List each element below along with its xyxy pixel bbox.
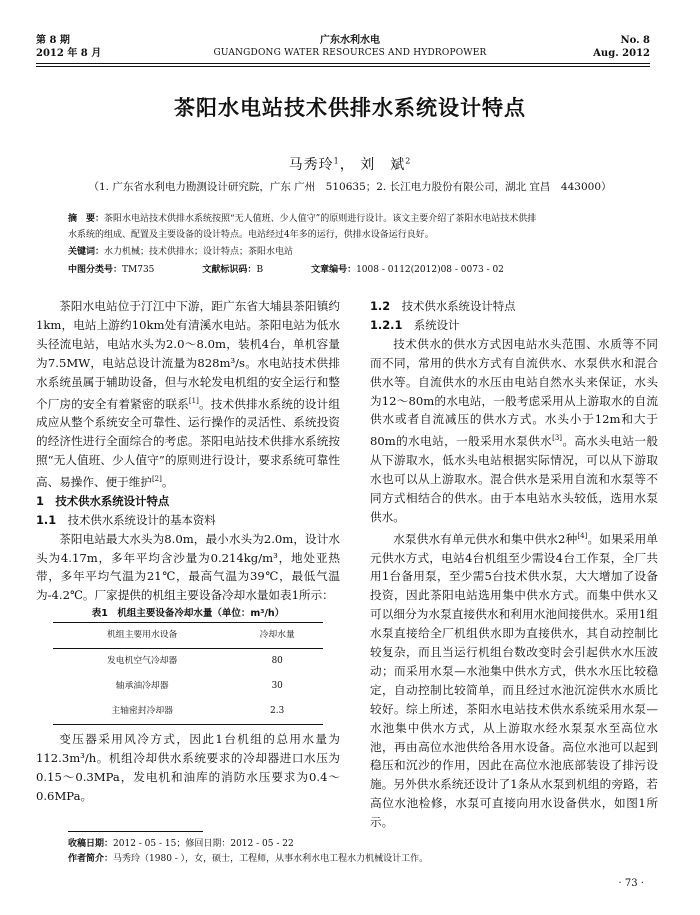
page-number: · 73 ·: [618, 878, 644, 889]
journal-name-cn: 广东水利水电: [320, 35, 380, 46]
table-caption: 表1 机组主要设备冷却水量（单位：m³/h）: [91, 608, 285, 620]
doc-code-value: B: [256, 265, 264, 275]
issue-number-en: No. 8: [620, 35, 650, 46]
citation-ref: [4]: [577, 531, 588, 540]
table-header-cell: 冷却水量: [259, 630, 295, 641]
article-no-label: 文章编号：: [311, 265, 357, 275]
received-label: 收稿日期：: [68, 839, 114, 849]
author-name: 马秀玲: [288, 157, 334, 173]
section-heading-1: 1 技术供水系统设计特点: [36, 493, 170, 508]
cooling-water-table: [53, 622, 323, 725]
basic-data-paragraph: 茶阳电站最大水头为8.0m，最小水头为2.0m，设计水头为4.17m，多年平均含沙量为0.214kg/m³，地处亚热带，多年平均气温为21℃，最高气温为39℃，最低气温为-4.2℃。厂家提供的机组主要设备冷却水量如表1所示：: [36, 531, 340, 603]
author-affil-mark: 2: [405, 156, 412, 166]
section-heading-1-2-1: 1.2.1 系统设计: [370, 317, 460, 332]
citation-ref: [3]: [552, 434, 563, 443]
header-rule-thin: [36, 66, 650, 67]
section-heading-1-1: 1.1 技术供水系统设计的基本资料: [36, 512, 216, 527]
received-date-note: [68, 837, 294, 851]
table-row: [53, 649, 323, 675]
right-column: [370, 297, 658, 832]
table-cell: 2.3: [270, 706, 285, 717]
supply-mode-paragraph: 技术供水的供水方式因电站水头范围、水质等不同而不同，常用的供水方式有自流供水、水泵供水和混合供水等。自流供水的水压由电站自然水头来保证，水头为12～80m的水电站，一般考虑采用从上游取水的自流供水或者自流减压的供水方式。水头小于12m和大于80m的水电站，一般采用水泵供水[3]。高水头电站一般从下游取水，低水头电站根据实际情况，可以从下游取水也可以从上游取水。混合供水是采用自流和水泵等不同方式相结合的供水。由于本电站水头较低，选用水泵供水。: [370, 336, 658, 524]
author-bio-text: 马秀玲（1980 - ），女，硕士，工程师，从事水利水电工程水力机械设计工作。: [113, 854, 429, 864]
author-name: 刘 斌: [360, 157, 406, 173]
abstract-line-1: [68, 211, 648, 227]
journal-name-en: GUANGDONG WATER RESOURCES AND HYDROPOWER: [213, 48, 487, 58]
article-no-value: 1008 - 0112(2012)08 - 0073 - 02: [356, 265, 504, 275]
citation-ref: [1]: [188, 396, 199, 405]
left-column: [36, 297, 340, 806]
table-row: [53, 699, 323, 725]
issue-number-cn: 第 8 期: [36, 35, 70, 46]
author-affil-mark: 1: [333, 156, 340, 166]
clc-value: TM735: [122, 265, 155, 275]
table-cell: 80: [271, 656, 283, 667]
table-cell: 轴承油冷却器: [115, 681, 169, 692]
section-heading-1-2: 1.2 技术供水系统设计特点: [370, 299, 516, 313]
keywords-text: 水力机械；技术供排水；设计特点；茶阳水电站: [104, 247, 294, 257]
citation-ref: [2]: [151, 475, 162, 484]
table-header-row: [53, 623, 323, 649]
received-text: 2012 - 05 - 15；修回日期：2012 - 05 - 22: [113, 839, 294, 849]
author-line: 马秀玲$^1$， 刘 斌$^2$: [288, 156, 412, 173]
table-cell: 发电机空气冷却器: [106, 656, 178, 667]
classification-line: [68, 262, 648, 278]
abstract-label: 摘 要：: [68, 214, 105, 224]
keywords-line: [68, 244, 648, 260]
table-header-cell: 机组主要用水设备: [106, 630, 178, 641]
pump-supply-paragraph: 水泵供水有单元供水和集中供水2种[4]。如果采用单元供水方式，电站4台机组至少需设4台工作泵，全厂共用1台备用泵，至少需5台技术供水泵，大大增加了设备投资，因此茶阳电站选用集中供水方式。而集中供水又可以细分为水泵直接供水和利用水池间接供水。采用1组水泵直接给全厂机组供水即为直接供水，其自动控制比较复杂，而且当运行机组台数改变时会引起供水水压波动；而采用水泵—水池集中供水方式，供水水压比较稳定，自动控制比较简单，而且经过水池沉淀供水水质比较好。综上所述，茶阳水电站技术供水系统采用水泵—水池集中供水方式，从上游取水经水泵泵水至高位水池，再由高位水池供给各用水设备。高位水池可以起到稳压和沉沙的作用，因此在高位水池底部装设了排污设施。另外供水系统还设计了1条从水泵到机组的旁路，若高位水池检修，水泵可直接向用水设备供水，如图1所示。: [370, 531, 658, 830]
table-row: [53, 674, 323, 699]
header-issue-en: [593, 34, 650, 60]
table-cell: 30: [271, 681, 283, 692]
article-title: 茶阳水电站技术供排水系统设计特点: [174, 96, 526, 120]
header-rule-thick: [36, 63, 650, 64]
intro-paragraph: 茶阳水电站位于汀江中下游，距广东省大埔县茶阳镇约1km，电站上游约10km处有清溪水电站。茶阳电站为低水头径流电站，电站水头为2.0～8.0m，装机4台，单机容量为7.5MW，电站总设计流量为828m³/s。水电站技术供排水系统虽属于辅助设备，但与水轮发电机组的安全运行和整个厂房的安全有着紧密的联系[1]。技术供排水系统的设计组成应从整个系统安全可靠性、运行操作的灵活性、系统投资的经济性进行全面综合的考虑。茶阳电站技术供排水系统按照“无人值班、少人值守”的原则进行设计，要求系统可靠性高、易操作、便于维护[2]。: [36, 299, 340, 489]
abstract-text-1: 茶阳水电站技术供排水系统按照“无人值班、少人值守”的原则进行设计。该文主要介绍了茶阳水电站技术供排: [104, 214, 537, 224]
doc-code-label: 文献标识码：: [202, 265, 257, 275]
issue-date-en: Aug. 2012: [593, 48, 650, 59]
author-bio-label: 作者简介：: [68, 854, 114, 864]
water-demand-paragraph: 变压器采用风冷方式，因此1台机组的总用水量为112.3m³/h。机组冷却供水系统要求的冷却器进口水压为0.15～0.3MPa，发电机和油库的消防水压要求为0.4～0.6MPa。: [36, 732, 340, 803]
affiliation-line: （1. 广东省水利电力勘测设计研究院，广东 广州 510635；2. 长江电力股份有限公司，湖北 宜昌 443000）: [88, 181, 612, 193]
issue-date-cn: 2012 年 8 月: [36, 48, 102, 59]
table-cell: 主轴密封冷却器: [111, 706, 173, 717]
abstract-line-2: 水系统的组成、配置及主要设备的设计特点。电站经过4年多的运行，供排水设备运行良好。: [68, 230, 434, 240]
clc-label: 中图分类号：: [68, 265, 123, 275]
author-bio-note: [68, 852, 428, 866]
keywords-label: 关键词：: [68, 247, 105, 257]
footnote-rule: [68, 831, 203, 832]
